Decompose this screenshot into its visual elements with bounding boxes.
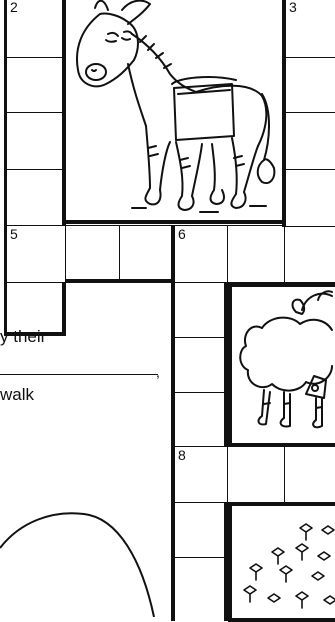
clue-number-5: 5	[10, 226, 18, 242]
clue-number-3: 3	[289, 0, 297, 15]
clue-text-line-2: walk	[0, 385, 35, 404]
clue-number-6: 6	[178, 226, 186, 242]
flowers-illustration	[244, 524, 335, 608]
sheep-illustration	[240, 291, 332, 427]
clue-text-line-1: y their	[0, 327, 47, 346]
hill-outline	[0, 513, 154, 617]
clue-comma: ,	[156, 364, 160, 380]
donkey-illustration	[77, 1, 274, 212]
clue-number-8: 8	[178, 447, 186, 463]
clue-number-2: 2	[10, 0, 18, 15]
